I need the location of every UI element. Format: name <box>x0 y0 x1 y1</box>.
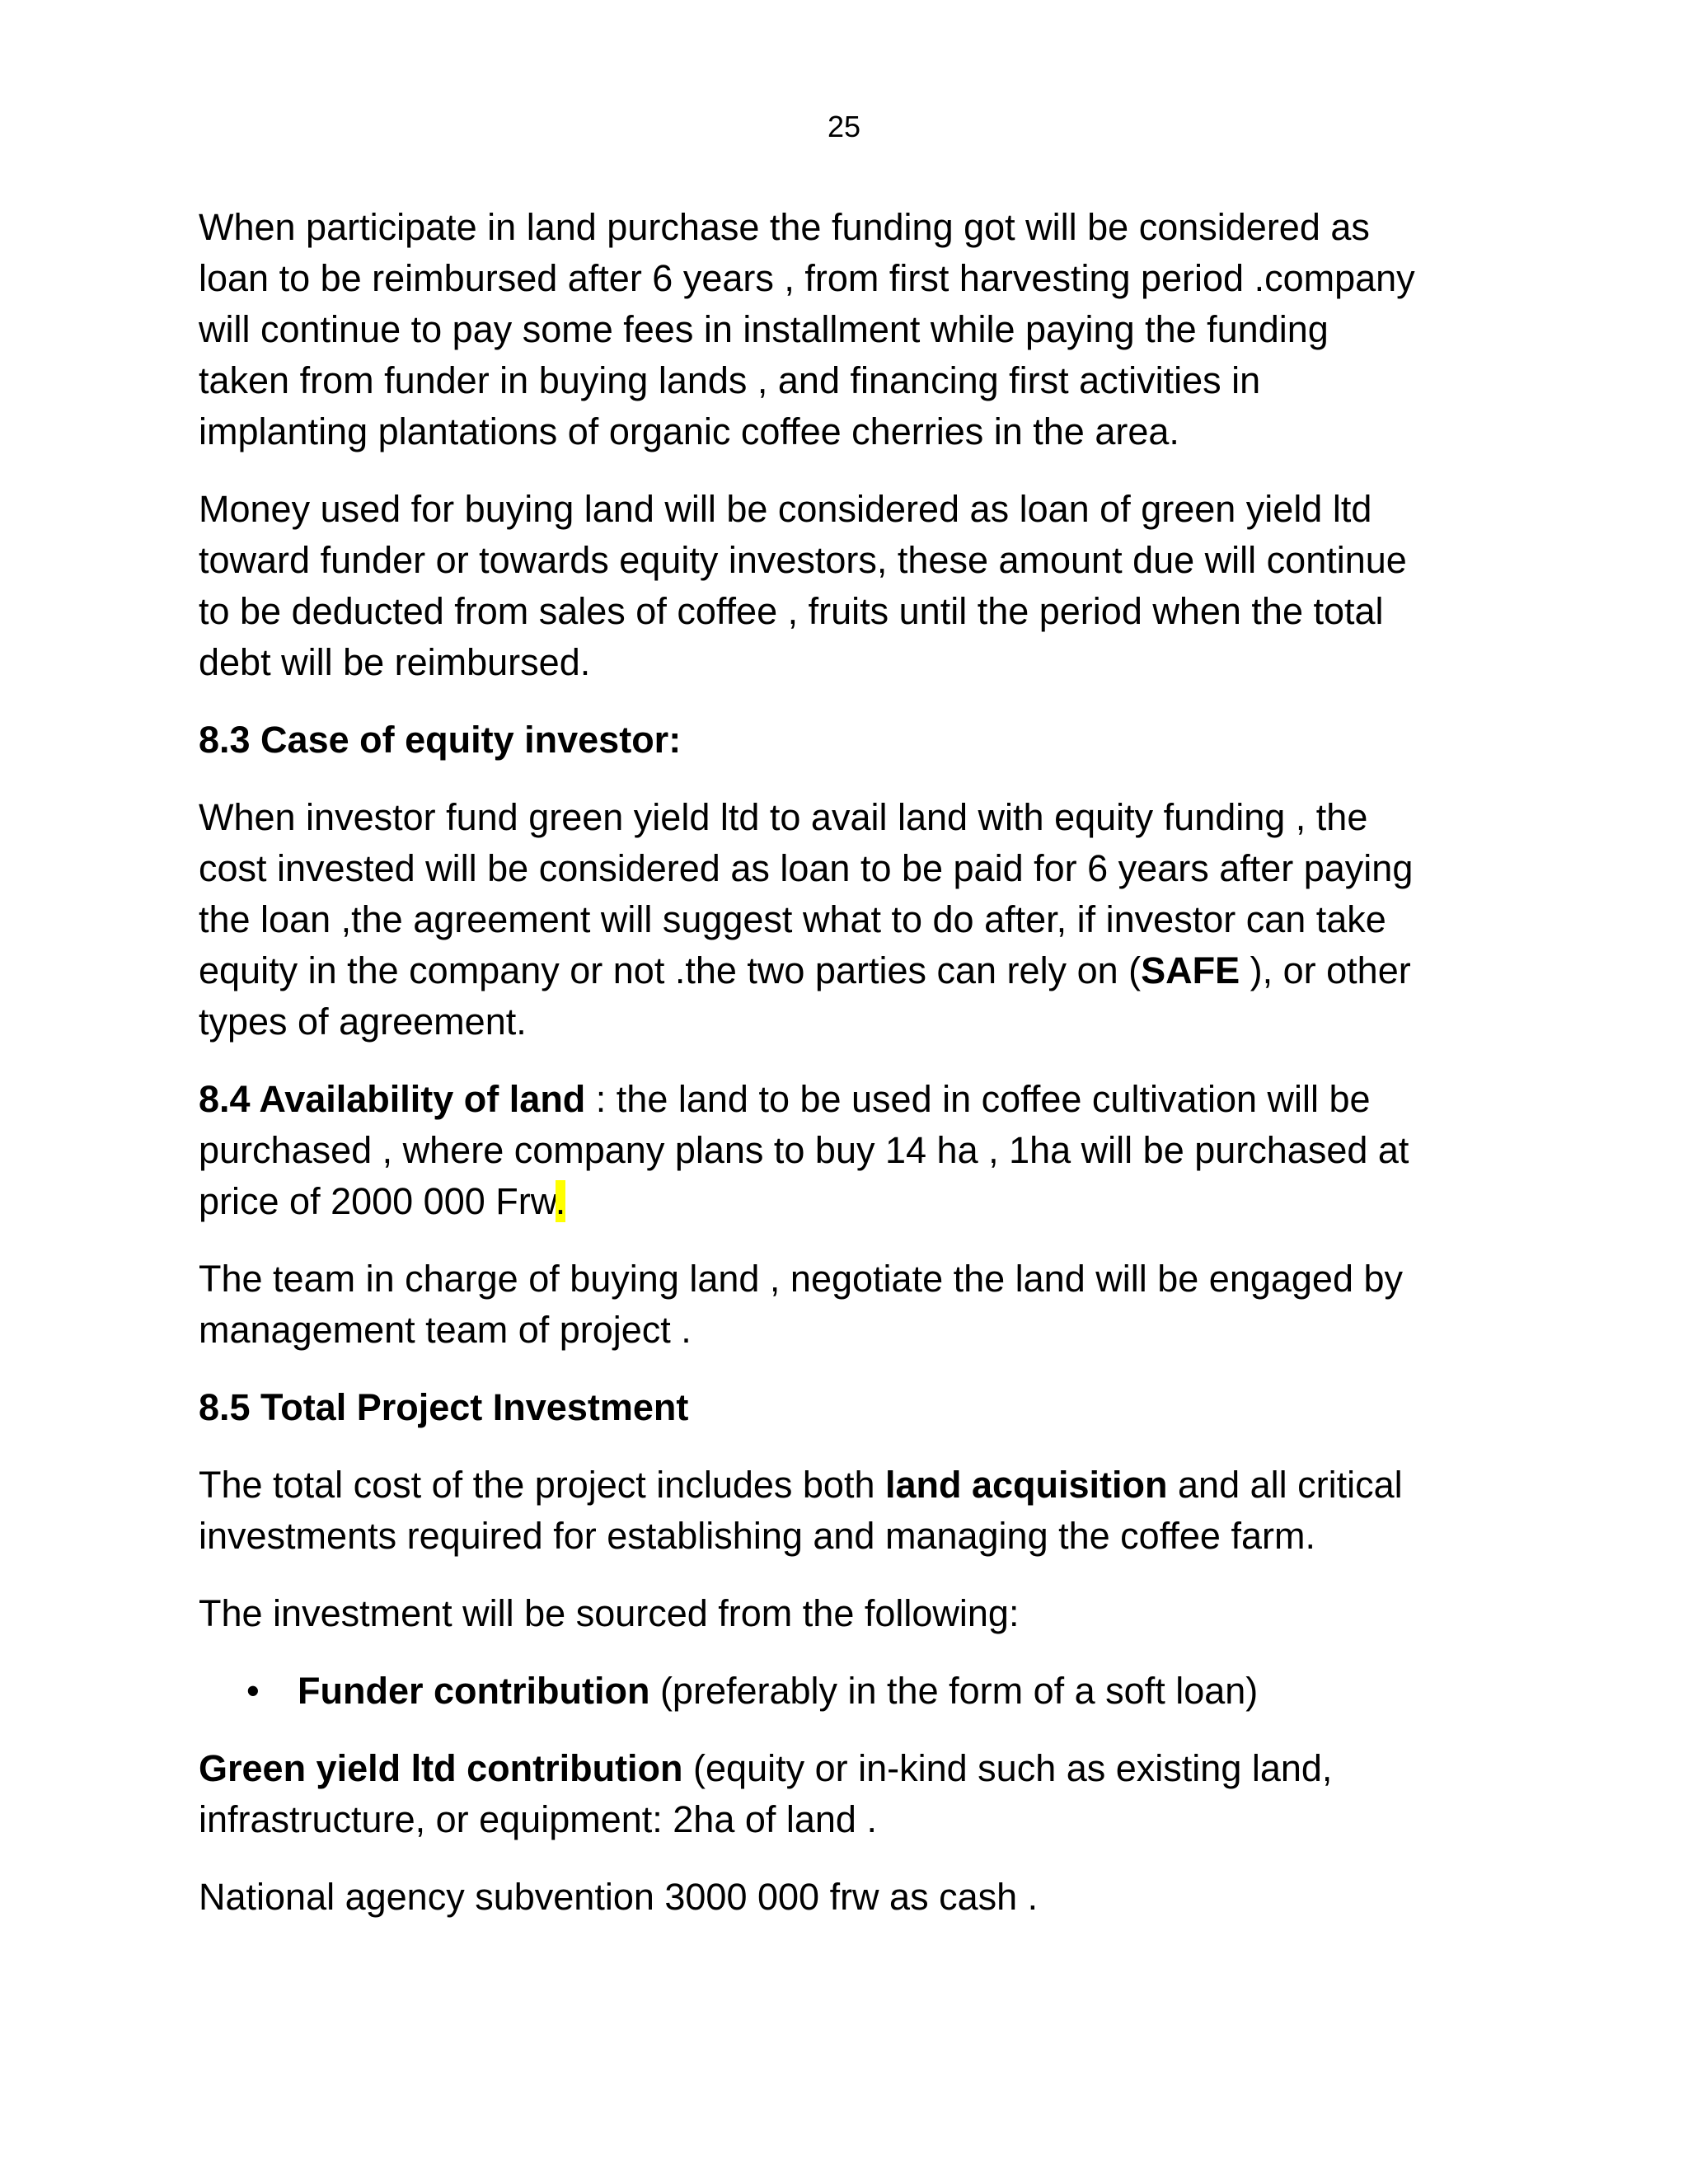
text-line: The team in charge of buying land , negotiate the land will be engaged by <box>199 1258 1404 1300</box>
text-run: equity in the company or not .the two parties can rely on ( <box>199 949 1142 991</box>
text-line: to be deducted from sales of coffee , fruits until the period when the total <box>199 590 1384 632</box>
text-line <box>199 1743 1501 1794</box>
text-line: the loan ,the agreement will suggest what to do after, if investor can take <box>199 898 1386 940</box>
highlighted-period: . <box>555 1180 566 1222</box>
text-line: When investor fund green yield ltd to avail land with equity funding , the <box>199 796 1368 838</box>
text-line <box>199 1176 1501 1227</box>
text-line <box>199 1074 1501 1125</box>
text-line: When participate in land purchase the funding got will be considered as <box>199 206 1370 248</box>
green-yield-contribution-term: Green yield ltd contribution <box>199 1747 683 1789</box>
list-item <box>199 1666 1501 1717</box>
paragraph-green-yield-contribution <box>199 1743 1501 1845</box>
text-line: taken from funder in buying lands , and financing first activities in <box>199 359 1261 401</box>
text-line <box>199 1460 1501 1511</box>
text-line: cost invested will be considered as loan to be paid for 6 years after paying <box>199 847 1414 889</box>
bullet-list <box>199 1666 1501 1717</box>
text-line: National agency subvention 3000 000 frw as cash . <box>199 1876 1039 1918</box>
text-line: implanting plantations of organic coffee cherries in the area. <box>199 410 1179 452</box>
text-line: The investment will be sourced from the following: <box>199 1592 1020 1634</box>
page-number: 25 <box>827 110 861 143</box>
text-line: purchased , where company plans to buy 14 ha , 1ha will be purchased at <box>199 1129 1409 1171</box>
paragraph-investment-sources <box>199 1588 1501 1639</box>
text-line: investments required for establishing and managing the coffee farm. <box>199 1515 1315 1557</box>
text-run: price of 2000 000 Frw <box>199 1180 556 1222</box>
paragraph-money-for-land <box>199 484 1501 688</box>
funder-contribution-term: Funder contribution <box>298 1670 650 1712</box>
paragraph-equity-investor <box>199 792 1501 1047</box>
text-line: infrastructure, or equipment: 2ha of land . <box>199 1798 877 1840</box>
section-heading-8-4: 8.4 Availability of land <box>199 1078 586 1120</box>
text-run: ), or other <box>1240 949 1411 991</box>
text-line: will continue to pay some fees in installment while paying the funding <box>199 308 1329 350</box>
text-run: (preferably in the form of a soft loan) <box>649 1670 1259 1712</box>
text-line: types of agreement. <box>199 1001 527 1043</box>
text-run: (equity or in-kind such as existing land, <box>682 1747 1333 1789</box>
text-line <box>199 945 1501 996</box>
text-line: toward funder or towards equity investors, these amount due will continue <box>199 539 1407 581</box>
paragraph-land-team <box>199 1254 1501 1356</box>
paragraph-total-cost <box>199 1460 1501 1562</box>
land-acquisition-term: land acquisition <box>884 1464 1168 1506</box>
text-line: debt will be reimbursed. <box>199 641 591 683</box>
bullet-icon: • <box>246 1670 260 1712</box>
text-run: and all critical <box>1167 1464 1403 1506</box>
text-run: : the land to be used in coffee cultivation will be <box>585 1078 1371 1120</box>
paragraph-land-purchase-loan <box>199 202 1501 457</box>
text-run: The total cost of the project includes both <box>199 1464 885 1506</box>
safe-term: SAFE <box>1141 949 1240 991</box>
paragraph-availability-of-land <box>199 1074 1501 1227</box>
section-heading-8-5: 8.5 Total Project Investment <box>199 1386 689 1428</box>
text-line: management team of project . <box>199 1309 692 1351</box>
paragraph-national-agency <box>199 1872 1501 1923</box>
text-line: Money used for buying land will be considered as loan of green yield ltd <box>199 488 1372 530</box>
text-line: loan to be reimbursed after 6 years , from first harvesting period .company <box>199 257 1415 299</box>
document-body <box>199 202 1501 1949</box>
section-heading-8-3: 8.3 Case of equity investor: <box>199 719 682 761</box>
